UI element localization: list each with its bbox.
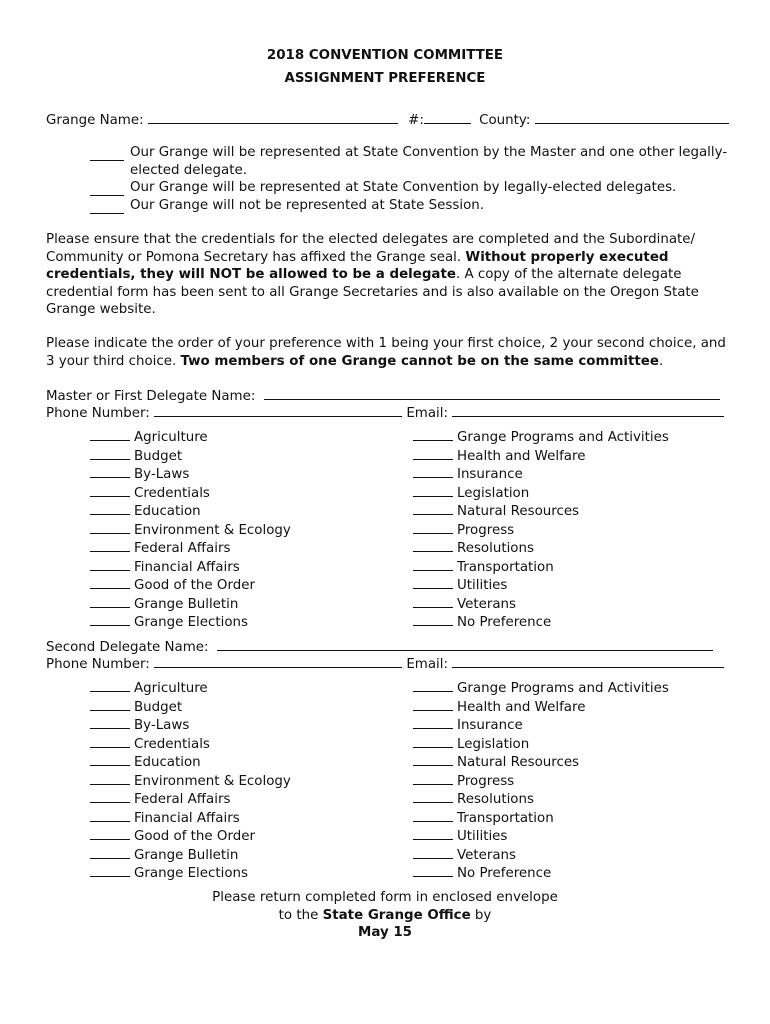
committee-item: Environment & Ecology xyxy=(90,772,291,791)
rank-field[interactable] xyxy=(90,576,130,589)
delegate1-name-label: Master or First Delegate Name: xyxy=(46,389,256,404)
rank-field[interactable] xyxy=(90,539,130,552)
rank-field[interactable] xyxy=(90,698,130,711)
representation-option xyxy=(90,197,730,215)
committee-item: Financial Affairs xyxy=(90,809,291,828)
committee-item: By-Laws xyxy=(90,716,291,735)
option-check-field[interactable] xyxy=(90,201,124,214)
state-grange-office: State Grange Office xyxy=(322,907,471,923)
rank-field[interactable] xyxy=(90,447,130,460)
committee-item: By-Laws xyxy=(90,465,291,484)
rank-field[interactable] xyxy=(413,753,453,766)
rank-field[interactable] xyxy=(90,428,130,441)
committee-item: Utilities xyxy=(413,576,669,595)
rank-field[interactable] xyxy=(90,809,130,822)
delegate2-name-row xyxy=(46,638,713,655)
committee-item: Resolutions xyxy=(413,790,669,809)
credentials-text: Please ensure that the credentials for the elected delegates are completed and the Subordinate/ Community or Pomona Secretary has affixed the Grange seal. xyxy=(46,232,696,265)
committee-item: Grange Bulletin xyxy=(90,595,291,614)
rank-field[interactable] xyxy=(90,827,130,840)
committee-item: Legislation xyxy=(413,735,669,754)
delegate1-phone-label: Phone Number: xyxy=(46,406,150,421)
rank-field[interactable] xyxy=(90,613,130,626)
committee-item: Grange Elections xyxy=(90,864,291,883)
rank-field[interactable] xyxy=(413,521,453,534)
rank-field[interactable] xyxy=(413,502,453,515)
delegate2-committees-right xyxy=(413,679,669,883)
representation-option xyxy=(90,144,730,179)
committee-item: Utilities xyxy=(413,827,669,846)
grange-name-field[interactable] xyxy=(148,111,398,124)
county-label: County: xyxy=(479,113,531,128)
committee-item: Transportation xyxy=(413,809,669,828)
option-text: Our Grange will not be represented at State Session. xyxy=(130,197,485,213)
rank-field[interactable] xyxy=(413,576,453,589)
committee-item: Progress xyxy=(413,772,669,791)
return-instructions xyxy=(0,889,770,942)
committee-item: Environment & Ecology xyxy=(90,521,291,540)
delegate2-contact-row xyxy=(46,655,724,672)
rank-field[interactable] xyxy=(413,772,453,785)
delegate1-email-field[interactable] xyxy=(452,404,724,417)
committee-item: Credentials xyxy=(90,484,291,503)
rank-field[interactable] xyxy=(413,864,453,877)
committee-item: Budget xyxy=(90,447,291,466)
committee-item: Resolutions xyxy=(413,539,669,558)
committee-item: Veterans xyxy=(413,595,669,614)
rank-field[interactable] xyxy=(90,465,130,478)
form-subtitle: ASSIGNMENT PREFERENCE xyxy=(284,71,486,86)
rank-field[interactable] xyxy=(90,753,130,766)
committee-item: Natural Resources xyxy=(413,502,669,521)
committee-item: Budget xyxy=(90,698,291,717)
grange-info-row xyxy=(46,111,729,128)
rank-field[interactable] xyxy=(413,846,453,859)
rank-field[interactable] xyxy=(413,716,453,729)
rank-field[interactable] xyxy=(90,846,130,859)
committee-item: Progress xyxy=(413,521,669,540)
rank-field[interactable] xyxy=(413,465,453,478)
committee-item: Grange Bulletin xyxy=(90,846,291,865)
rank-field[interactable] xyxy=(90,772,130,785)
representation-option xyxy=(90,179,730,197)
rank-field[interactable] xyxy=(413,735,453,748)
option-text: Our Grange will be represented at State Convention by legally-elected delegates. xyxy=(130,180,677,196)
delegate1-phone-field[interactable] xyxy=(154,404,402,417)
delegate2-phone-label: Phone Number: xyxy=(46,657,150,672)
preference-paragraph xyxy=(46,335,726,370)
option-check-field[interactable] xyxy=(90,183,124,196)
representation-options xyxy=(90,144,730,214)
rank-field[interactable] xyxy=(413,484,453,497)
committee-item: Natural Resources xyxy=(413,753,669,772)
committee-item: Good of the Order xyxy=(90,827,291,846)
rank-field[interactable] xyxy=(413,809,453,822)
option-text: Our Grange will be represented at State Convention by the Master and one other legally-elected delegate. xyxy=(130,145,728,178)
option-check-field[interactable] xyxy=(90,148,124,161)
delegate1-email-label: Email: xyxy=(406,406,449,421)
rank-field[interactable] xyxy=(90,484,130,497)
rank-field[interactable] xyxy=(413,613,453,626)
rank-field[interactable] xyxy=(413,827,453,840)
committee-item: No Preference xyxy=(413,864,669,883)
rank-field[interactable] xyxy=(90,558,130,571)
rank-field[interactable] xyxy=(413,539,453,552)
committee-item: Federal Affairs xyxy=(90,539,291,558)
rank-field[interactable] xyxy=(413,595,453,608)
delegate1-name-row xyxy=(46,387,720,404)
rank-field[interactable] xyxy=(90,521,130,534)
delegate2-name-field[interactable] xyxy=(217,638,713,651)
committee-item: Grange Programs and Activities xyxy=(413,428,669,447)
committee-item: Federal Affairs xyxy=(90,790,291,809)
credentials-warning: Without properly executed credentials, they will NOT be allowed to be a delegate xyxy=(46,249,669,283)
committee-item: Financial Affairs xyxy=(90,558,291,577)
preference-warning: Two members of one Grange cannot be on the same committee xyxy=(180,353,659,369)
county-field[interactable] xyxy=(535,111,729,124)
grange-number-label: #: xyxy=(408,113,424,128)
committee-item: Transportation xyxy=(413,558,669,577)
rank-field[interactable] xyxy=(413,698,453,711)
footer-line2: to the State Grange Office by xyxy=(278,907,492,923)
form-title: 2018 CONVENTION COMMITTEE xyxy=(266,48,504,63)
rank-field[interactable] xyxy=(413,558,453,571)
rank-field[interactable] xyxy=(90,502,130,515)
rank-field[interactable] xyxy=(90,716,130,729)
delegate2-email-label: Email: xyxy=(406,657,449,672)
rank-field[interactable] xyxy=(90,864,130,877)
committee-item: Health and Welfare xyxy=(413,447,669,466)
rank-field[interactable] xyxy=(413,447,453,460)
rank-field[interactable] xyxy=(413,679,453,692)
committee-item: Good of the Order xyxy=(90,576,291,595)
rank-field[interactable] xyxy=(413,790,453,803)
committee-item: Agriculture xyxy=(90,428,291,447)
committee-item: Insurance xyxy=(413,716,669,735)
rank-field[interactable] xyxy=(90,790,130,803)
committee-item: Agriculture xyxy=(90,679,291,698)
committee-item: Insurance xyxy=(413,465,669,484)
rank-field[interactable] xyxy=(90,679,130,692)
preference-text: Please indicate the order of your preference with 1 being your first choice, 2 your second choice, and 3 your third choice. xyxy=(46,336,726,369)
delegate1-committees-left xyxy=(90,428,291,632)
committee-item: Education xyxy=(90,502,291,521)
footer-line1: Please return completed form in enclosed envelope xyxy=(212,890,558,905)
committee-item: Veterans xyxy=(413,846,669,865)
committee-item: No Preference xyxy=(413,613,669,632)
committee-item: Health and Welfare xyxy=(413,698,669,717)
committee-item: Grange Elections xyxy=(90,613,291,632)
rank-field[interactable] xyxy=(413,428,453,441)
delegate1-contact-row xyxy=(46,404,724,421)
committee-item: Education xyxy=(90,753,291,772)
delegate2-email-field[interactable] xyxy=(452,655,724,668)
credentials-paragraph xyxy=(46,231,726,319)
committee-item: Credentials xyxy=(90,735,291,754)
rank-field[interactable] xyxy=(90,595,130,608)
grange-number-field[interactable] xyxy=(424,111,471,124)
rank-field[interactable] xyxy=(90,735,130,748)
committee-item: Legislation xyxy=(413,484,669,503)
delegate2-phone-field[interactable] xyxy=(154,655,402,668)
credentials-text-end: . A copy of the alternate delegate credential form has been sent to all Grange Secretaries and is also available on the Oregon State Grange website. xyxy=(46,267,699,318)
committee-item: Grange Programs and Activities xyxy=(413,679,669,698)
deadline-date: May 15 xyxy=(358,925,412,941)
preference-text-end: . xyxy=(658,353,664,369)
delegate1-committees-right xyxy=(413,428,669,632)
delegate1-name-field[interactable] xyxy=(264,387,720,400)
grange-name-label: Grange Name: xyxy=(46,113,144,128)
delegate2-committees-left xyxy=(90,679,291,883)
delegate2-name-label: Second Delegate Name: xyxy=(46,640,209,655)
